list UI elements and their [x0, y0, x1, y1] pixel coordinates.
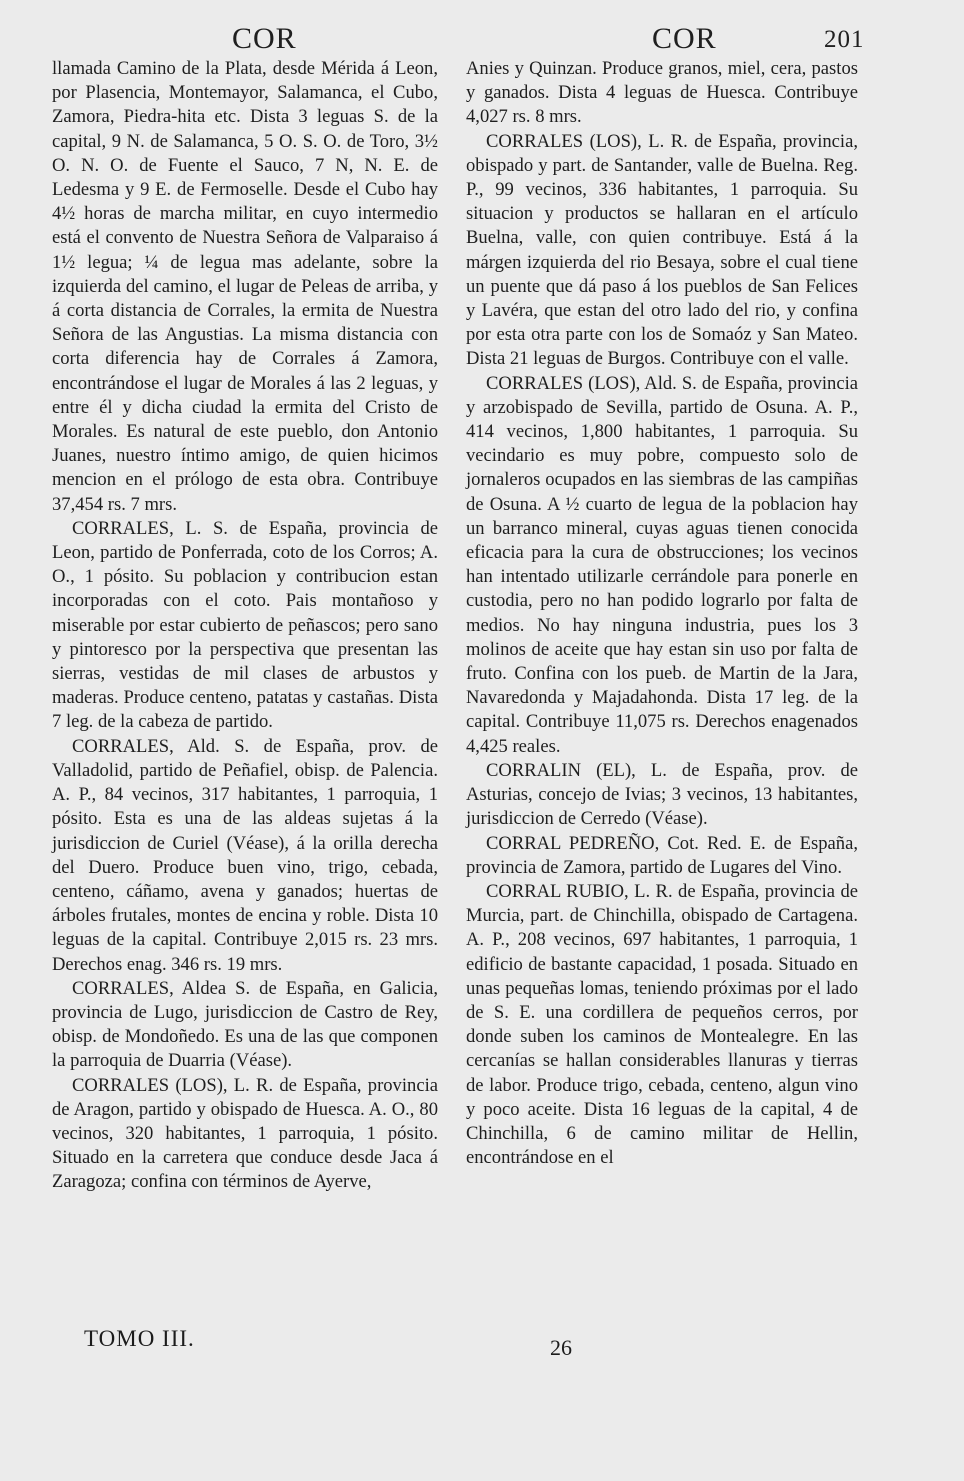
left-column [52, 57, 438, 1195]
running-head-right: COR [652, 22, 717, 55]
entry-corrales-valladolid: CORRALES, Ald. S. de España, prov. de Valladolid, partido de Peñafiel, obisp. de Palencia. A. P., 84 vecinos, 317 habitantes, 1 parroquia, 1 pósito. Esta es una de las aldeas sujetas á la jurisdiccion de Curiel (Véase), á la orilla derecha del Duero. Produce buen vino, trigo, cebada, centeno, cáñamo, avena y ganados; huertas de árboles frutales, montes de encina y roble. Dista 10 leguas de la capital. Contribuye 2,015 rs. 23 mrs. Derechos enag. 346 rs. 19 mrs. [52, 735, 438, 975]
entry-corrales-aragon: CORRALES (LOS), L. R. de España, provincia de Aragon, partido y obispado de Huesca. A. O., 80 vecinos, 320 habitantes, 1 parroquia, 1 pósito. Situado en la carretera que conduce desde Jaca á Zaragoza; confina con términos de Ayerve, [52, 1074, 438, 1193]
entry-corral-pedreno: CORRAL PEDREÑO, Cot. Red. E. de España, provincia de Zamora, partido de Lugares del Vino. [466, 832, 858, 878]
entry-continuation-right: Anies y Quinzan. Produce granos, miel, cera, pastos y ganados. Dista 4 leguas de Huesca. Contribuye 4,027 rs. 8 mrs. [466, 58, 858, 128]
entry-corrales-santander: CORRALES (LOS), L. R. de España, provincia, obispado y part. de Santander, valle de Buelna. Reg. P., 99 vecinos, 336 habitantes, 1 parroquia. Su situacion y productos se hallaran en el artículo Buelna, valle, con quien contribuye. Está á la márgen izquierda del rio Besaya, sobre el cual tiene un puente que dá paso á los pueblos de San Felices y Lavéra, que estan del otro lado del rio, y confina por esta otra parte con los de Somaóz y San Mateo. Dista 21 leguas de Burgos. Contribuye con el valle. [466, 130, 858, 370]
entry-corralin-asturias: CORRALIN (EL), L. de España, prov. de Asturias, concejo de Ivias; 3 vecinos, 13 habitantes, jurisdiccion de Cerredo (Véase). [466, 759, 858, 830]
entry-corrales-galicia: CORRALES, Aldea S. de España, en Galicia, provincia de Lugo, jurisdiccion de Castro de Rey, obisp. de Mondoñedo. Es una de las que componen la parroquia de Duarria (Véase). [52, 977, 438, 1072]
entry-corral-rubio: CORRAL RUBIO, L. R. de España, provincia de Murcia, part. de Chinchilla, obispado de Cartagena. A. P., 208 vecinos, 697 habitantes, 1 parroquia, 1 edificio de bastante capacidad, 1 posada. Situado en unas pequeñas lomas, teniendo próximas por el lado de S. E. una cordillera de pequeños cerros, por donde suben los caminos de Montealegre. En las cercanías se hallan considerables llanuras y tierras de labor. Produce trigo, cebada, centeno, algun vino y poco aceite. Dista 16 leguas de la capital, 4 de Chinchilla, 6 de camino militar de Hellin, encontrándose en el [466, 880, 858, 1169]
volume-label: TOMO III. [84, 1326, 195, 1351]
signature-mark: 26 [550, 1335, 572, 1360]
right-column [466, 57, 858, 1170]
entry-continuation: llamada Camino de la Plata, desde Mérida á Leon, por Plasencia, Montemayor, Salamanca, el Cubo, Zamora, Piedra-hita etc. Dista 3 leguas S. de la capital, 9 N. de Salamanca, 5 O. S. O. de Toro, 3½ O. N. O. de Fuente el Sauco, 7 N, N. E. de Ledesma y 9 E. de Fermoselle. Desde el Cubo hay 4½ horas de marcha militar, en cuyo intermedio está el convento de Nuestra Señora de Valparaiso á 1½ legua; ¼ de legua mas adelante, sobre la izquierda del camino, el lugar de Peleas de arriba, y á corta distancia de Corrales, la ermita de Nuestra Señora de las Angustias. La misma distancia con corta diferencia hay de Corrales á Zamora, encontrándose el lugar de Morales á las 2 leguas, y entre él y dicha ciudad la ermita del Cristo de Morales. Es natural de este pueblo, don Antonio Juanes, nuestro íntimo amigo, de quien hicimos mencion en el prólogo de esta obra. Contribuye 37,454 rs. 7 mrs. [52, 58, 438, 515]
running-head-left: COR [232, 22, 297, 55]
entry-corrales-leon: CORRALES, L. S. de España, provincia de Leon, partido de Ponferrada, coto de los Corros; A. O., 1 pósito. Su poblacion y contribucion estan incorporadas con el coto. Pais montañoso y miserable por estar cubierto de peñascos; pero sano y pintoresco por la perspectiva que presentan las sierras, vestidas de mil clases de arbustos y maderas. Produce centeno, patatas y castañas. Dista 7 leg. de la cabeza de partido. [52, 517, 438, 733]
page-number: 201 [824, 26, 865, 53]
entry-corrales-sevilla: CORRALES (LOS), Ald. S. de España, provincia y arzobispado de Sevilla, partido de Osuna. A. P., 414 vecinos, 1,800 habitantes, 1 parroquia. Su vecindario es muy pobre, compuesto solo de jornaleros ocupados en las siembras de las campiñas de Osuna. A ½ cuarto de legua de la poblacion hay un barranco mineral, cuyas aguas tienen conocida eficacia para la cura de obstrucciones; los vecinos han intentado utilizarle cerrándole para ponerle en custodia, pero no han podido lograrlo por falta de medios. No hay ninguna industria, pues los 3 molinos de aceite que hay estan sin uso por falta de fruto. Confina con los pueb. de Martin de la Jara, Navaredonda y Majadahonda. Dista 17 leg. de la capital. Contribuye 11,075 rs. Derechos enagenados 4,425 reales. [466, 372, 858, 757]
